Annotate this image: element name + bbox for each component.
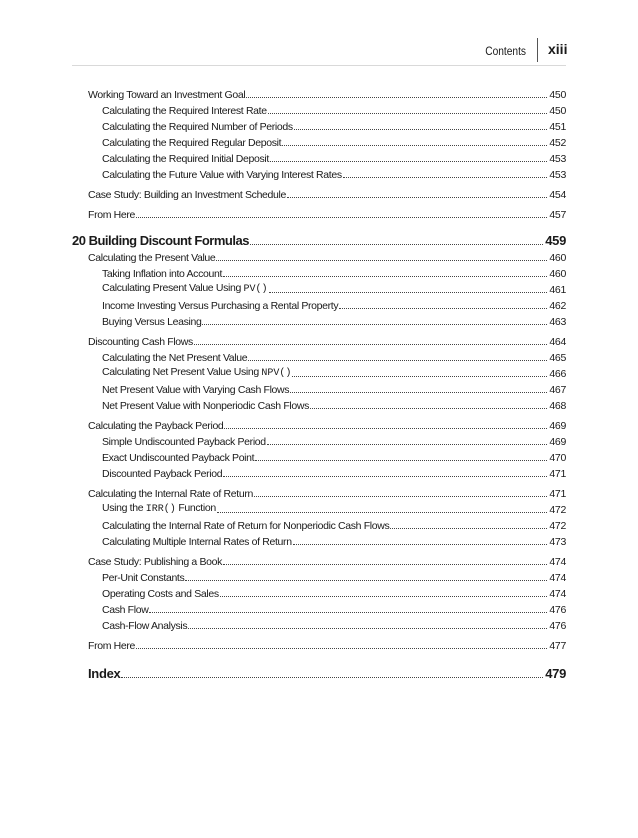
toc-entry-title: [102, 268, 222, 280]
dot-leader: [294, 128, 548, 130]
toc-chapter-entries: [0, 248, 638, 652]
toc-entry-text: Exact Undiscounted Payback Point: [102, 452, 255, 464]
toc-entry-title: [102, 352, 247, 364]
toc-entry-title: [102, 121, 293, 133]
toc-entry[interactable]: [102, 280, 566, 296]
toc-entry[interactable]: [88, 552, 566, 568]
toc-entry-page: 468: [549, 400, 566, 412]
toc-entry-text: Calculating the Payback Period: [88, 420, 224, 432]
toc-entry[interactable]: [88, 185, 566, 201]
header-rule: [72, 65, 566, 66]
toc-entry[interactable]: [102, 364, 566, 380]
toc-entry[interactable]: [102, 584, 566, 600]
dot-leader: [136, 216, 547, 218]
page-number: xiii: [548, 41, 568, 57]
dot-leader: [343, 176, 548, 178]
toc-entry-text: Per-Unit Constants: [102, 572, 185, 584]
toc-entry[interactable]: [102, 133, 566, 149]
toc-entry-page: 462: [549, 300, 566, 312]
toc-entry-page: 450: [549, 105, 566, 117]
dot-leader: [136, 647, 547, 649]
toc-index-label: Index: [88, 666, 121, 681]
toc-entry-suffix: Function: [175, 502, 216, 514]
toc-entry[interactable]: [88, 85, 566, 101]
toc-entry-page: 471: [549, 468, 566, 480]
toc-entry-page: 461: [549, 284, 566, 296]
dot-leader: [293, 543, 548, 545]
toc-index-entry[interactable]: [88, 661, 566, 681]
toc-entry[interactable]: [88, 416, 566, 432]
toc-pre-entries: [0, 85, 638, 221]
toc-entry[interactable]: [102, 296, 566, 312]
toc-entry-page: 453: [549, 169, 566, 181]
toc-entry-title: [102, 452, 254, 464]
toc-entry-page: 460: [549, 268, 566, 280]
running-header: [0, 38, 638, 68]
toc-entry[interactable]: [102, 312, 566, 328]
toc-entry[interactable]: [88, 636, 566, 652]
toc-entry-text: Income Investing Versus Purchasing a Rental Property: [102, 300, 339, 312]
dot-leader: [287, 196, 547, 198]
toc-entry-text: Buying Versus Leasing: [102, 316, 202, 328]
toc-entry[interactable]: [102, 500, 566, 516]
toc-entry-page: 472: [549, 504, 566, 516]
toc-entry[interactable]: [102, 464, 566, 480]
dot-leader: [270, 160, 547, 162]
dot-leader: [254, 495, 547, 497]
running-header-section: Contents: [485, 44, 526, 58]
toc-entry[interactable]: [102, 101, 566, 117]
toc-entry-title: [102, 400, 309, 412]
toc-entry-text: Discounted Payback Period: [102, 468, 223, 480]
table-of-contents: [0, 85, 638, 681]
toc-entry[interactable]: [102, 149, 566, 165]
dot-leader: [188, 627, 547, 629]
toc-entry[interactable]: [88, 248, 566, 264]
toc-entry-text: Calculating the Present Value: [88, 252, 216, 264]
toc-chapter-heading[interactable]: [72, 228, 566, 248]
toc-entry-text: Net Present Value with Varying Cash Flows: [102, 384, 290, 396]
toc-entry-title: [88, 209, 135, 221]
toc-chapter-page: 459: [545, 233, 566, 248]
toc-entry-text: Calculating Present Value Using: [102, 282, 244, 294]
toc-entry-text: From Here: [88, 640, 136, 652]
toc-entry-page: 452: [549, 137, 566, 149]
toc-chapter-title: Building Discount Formulas: [88, 233, 249, 248]
toc-entry-text: Calculating the Required Interest Rate: [102, 105, 267, 117]
dot-leader: [292, 375, 547, 377]
toc-entry-page: 457: [549, 209, 566, 221]
toc-entry[interactable]: [102, 568, 566, 584]
toc-entry-title: [102, 169, 342, 181]
toc-entry-page: 460: [549, 252, 566, 264]
toc-entry-title: [102, 436, 266, 448]
toc-index-page: 479: [545, 666, 566, 681]
toc-entry-text: Calculating the Net Present Value: [102, 352, 248, 364]
toc-entry-page: 469: [549, 436, 566, 448]
dot-leader: [246, 96, 547, 98]
toc-entry[interactable]: [88, 484, 566, 500]
toc-chapter-number: 20: [72, 233, 86, 248]
toc-entry-page: 466: [549, 368, 566, 380]
toc-entry[interactable]: [102, 616, 566, 632]
toc-entry[interactable]: [88, 205, 566, 221]
toc-entry-text: Discounting Cash Flows: [88, 336, 193, 348]
toc-entry-title: [88, 89, 245, 101]
toc-entry-title: [88, 488, 253, 500]
toc-entry[interactable]: [102, 264, 566, 280]
dot-leader: [290, 391, 547, 393]
toc-entry-title: [88, 252, 215, 264]
toc-entry[interactable]: [102, 432, 566, 448]
toc-entry-title: [102, 105, 267, 117]
toc-entry-title: [102, 316, 201, 328]
toc-entry-text: From Here: [88, 209, 136, 221]
toc-entry-text: Calculating Net Present Value Using: [102, 366, 262, 378]
toc-entry-page: 476: [549, 604, 566, 616]
toc-entry-page: 469: [549, 420, 566, 432]
toc-entry-text: Taking Inflation into Account: [102, 268, 223, 280]
dot-leader: [248, 359, 547, 361]
dot-leader: [223, 275, 547, 277]
toc-entry-text: Simple Undiscounted Payback Period: [102, 436, 266, 448]
dot-leader: [250, 243, 543, 245]
toc-entry-code: PV(): [243, 284, 268, 295]
toc-entry-text: Calculating the Required Number of Periods: [102, 121, 293, 133]
dot-leader: [223, 475, 547, 477]
toc-entry-page: 467: [549, 384, 566, 396]
toc-entry-text: Calculating the Internal Rate of Return: [88, 488, 253, 500]
dot-leader: [267, 443, 548, 445]
toc-entry[interactable]: [102, 600, 566, 616]
toc-entry-title: [102, 620, 187, 632]
toc-entry[interactable]: [102, 396, 566, 412]
toc-entry-title: [102, 366, 291, 380]
toc-entry-title: [88, 336, 193, 348]
toc-entry-title: [102, 137, 281, 149]
toc-entry-text: Net Present Value with Nonperiodic Cash Flows: [102, 400, 309, 412]
toc-entry-code: NPV(): [261, 368, 292, 379]
toc-entry-page: 451: [549, 121, 566, 133]
toc-entry-title: [102, 572, 184, 584]
dot-leader: [255, 459, 547, 461]
toc-entry-page: 465: [549, 352, 566, 364]
dot-leader: [216, 259, 547, 261]
dot-leader: [339, 307, 547, 309]
toc-entry-title: [88, 640, 135, 652]
toc-chapter-label: [72, 233, 249, 248]
toc-entry-page: 470: [549, 452, 566, 464]
toc-entry-text: Working Toward an Investment Goal: [88, 89, 246, 101]
toc-entry-page: 472: [549, 520, 566, 532]
toc-entry[interactable]: [102, 380, 566, 396]
dot-leader: [282, 144, 547, 146]
dot-leader: [202, 323, 547, 325]
dot-leader: [224, 427, 547, 429]
toc-entry-title: [102, 282, 268, 296]
dot-leader: [217, 511, 548, 513]
toc-entry-page: 463: [549, 316, 566, 328]
dot-leader: [220, 595, 548, 597]
toc-entry[interactable]: [102, 448, 566, 464]
toc-entry-text: Using the: [102, 502, 146, 514]
toc-entry[interactable]: [102, 117, 566, 133]
toc-entry-title: [102, 520, 389, 532]
toc-entry-text: Calculating the Future Value with Varying Interest Rates: [102, 169, 342, 181]
dot-leader: [185, 579, 547, 581]
toc-entry-text: Operating Costs and Sales: [102, 588, 219, 600]
toc-entry-text: Case Study: Building an Investment Schedule: [88, 189, 286, 201]
toc-entry-page: 454: [549, 189, 566, 201]
toc-entry-title: [102, 502, 216, 516]
toc-entry[interactable]: [102, 532, 566, 548]
dot-leader: [223, 563, 547, 565]
toc-entry-page: 453: [549, 153, 566, 165]
toc-entry-title: [88, 420, 223, 432]
dot-leader: [268, 112, 548, 114]
dot-leader: [194, 343, 547, 345]
toc-entry-title: [88, 189, 286, 201]
toc-entry-page: 471: [549, 488, 566, 500]
toc-entry[interactable]: [88, 332, 566, 348]
toc-entry-text: Case Study: Publishing a Book: [88, 556, 223, 568]
dot-leader: [121, 676, 543, 678]
toc-entry-page: 474: [549, 572, 566, 584]
toc-entry-page: 476: [549, 620, 566, 632]
toc-entry-text: Cash Flow: [102, 604, 149, 616]
toc-entry-title: [102, 604, 148, 616]
toc-entry-text: Calculating Multiple Internal Rates of Return: [102, 536, 292, 548]
toc-entry-code: IRR(): [145, 504, 176, 515]
toc-entry-title: [88, 556, 222, 568]
toc-entry-text: Calculating the Required Regular Deposit: [102, 137, 282, 149]
toc-entry-title: [102, 153, 269, 165]
toc-entry-page: 464: [549, 336, 566, 348]
toc-entry-page: 477: [549, 640, 566, 652]
dot-leader: [390, 527, 547, 529]
toc-entry-text: Calculating the Internal Rate of Return for Nonperiodic Cash Flows: [102, 520, 390, 532]
toc-entry-page: 450: [549, 89, 566, 101]
toc-entry-title: [102, 536, 292, 548]
header-divider: [537, 38, 538, 62]
toc-entry-page: 474: [549, 556, 566, 568]
toc-entry-text: Calculating the Required Initial Deposit: [102, 153, 269, 165]
toc-entry-title: [102, 588, 219, 600]
toc-entry-page: 473: [549, 536, 566, 548]
toc-entry[interactable]: [102, 165, 566, 181]
toc-entry-title: [102, 300, 338, 312]
toc-entry-page: 474: [549, 588, 566, 600]
toc-entry[interactable]: [102, 516, 566, 532]
toc-entry-text: Cash-Flow Analysis: [102, 620, 188, 632]
dot-leader: [149, 611, 547, 613]
dot-leader: [310, 407, 547, 409]
toc-entry[interactable]: [102, 348, 566, 364]
toc-entry-title: [102, 384, 289, 396]
dot-leader: [269, 291, 548, 293]
toc-entry-title: [102, 468, 222, 480]
